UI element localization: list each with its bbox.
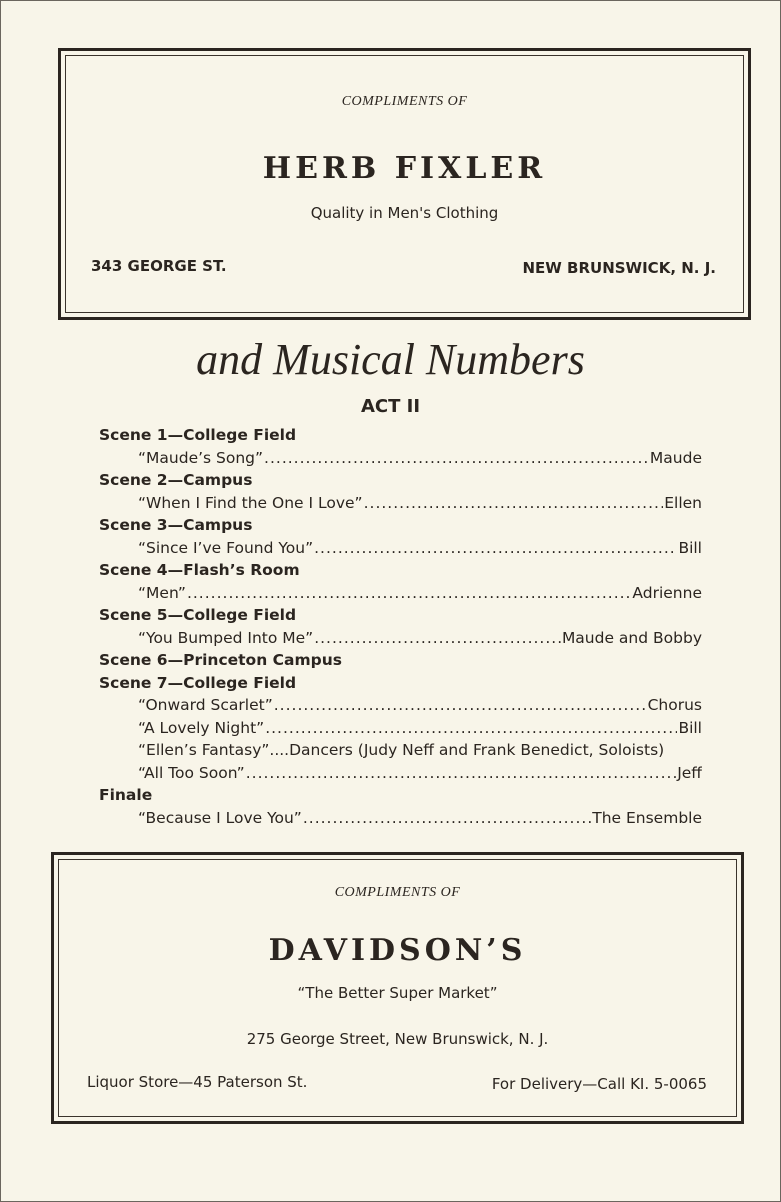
ad-address-left: 343 GEORGE ST. [91, 257, 227, 275]
scene-heading [99, 649, 702, 672]
song-performer: Jeff [677, 763, 702, 782]
song-row [99, 807, 702, 830]
scene-label: Scene 3 [99, 516, 168, 534]
scene-heading [99, 672, 702, 695]
song-row [99, 717, 702, 740]
ad-store-name: HERB FIXLER [262, 151, 547, 186]
dot-leader [265, 717, 677, 740]
song-row [99, 694, 702, 717]
scene-location: —Princeton Campus [167, 651, 342, 669]
ad-liquor-store: Liquor Store—45 Paterson St. [87, 1073, 308, 1091]
scene-label: Scene 7 [99, 673, 168, 692]
scene-heading [99, 559, 702, 582]
song-row [99, 537, 702, 560]
song-row [99, 627, 702, 650]
scene-label: Scene 5 [99, 606, 168, 624]
ad-tagline: “The Better Super Market” [297, 984, 498, 1002]
song-row [99, 762, 702, 785]
song-performer: Maude and Bobby [561, 628, 702, 647]
scene-location: —Flash’s Room [167, 561, 300, 579]
song-title: “Maude’s Song” [138, 448, 264, 467]
song-performer: Ellen [664, 493, 702, 512]
ad-tagline: Quality in Men's Clothing [310, 204, 499, 222]
song-title: “Since I’ve Found You” [138, 538, 314, 557]
song-title: “All Too Soon” [138, 763, 245, 782]
ad-compliments-label: COMPLIMENTS OF [341, 94, 468, 109]
song-row [99, 739, 702, 762]
scene-location: —College Field [167, 606, 297, 624]
dot-leader [364, 492, 664, 515]
ad-herb-fixler [58, 48, 751, 320]
section-heading: and Musical Numbers [196, 335, 585, 384]
ad-store-name: DAVIDSON’S [268, 933, 527, 968]
program-list [99, 424, 702, 829]
scene-label: Scene 4 [99, 561, 168, 579]
song-title: “When I Find the One I Love” [138, 493, 363, 512]
song-performer: Bill [678, 538, 702, 557]
scene-location: —College Field [167, 426, 297, 444]
song-performer: The Ensemble [592, 808, 702, 827]
ad-compliments-label: COMPLIMENTS OF [334, 885, 461, 900]
song-title: “Onward Scarlet” [138, 696, 273, 714]
ad-delivery: For Delivery—Call KI. 5-0065 [491, 1075, 707, 1093]
scene-location: —College Field [167, 673, 297, 692]
dot-leader [246, 762, 676, 785]
scene-label: Scene 6 [99, 651, 168, 669]
ad-address-right: NEW BRUNSWICK, N. J. [522, 259, 716, 277]
dot-leader [274, 694, 647, 717]
scene-heading [99, 784, 702, 807]
scene-label: Finale [99, 786, 153, 804]
ad-davidsons [51, 852, 744, 1124]
song-performer: Chorus [647, 696, 702, 714]
ad-address: 275 George Street, New Brunswick, N. J. [246, 1030, 549, 1048]
song-title: “A Lovely Night” [138, 718, 265, 737]
scene-location: —Campus [167, 516, 253, 534]
dot-leader [314, 627, 561, 650]
song-row [99, 582, 702, 605]
song-performer: Maude [649, 448, 702, 467]
scene-heading [99, 424, 702, 447]
act-title: ACT II [360, 396, 421, 417]
scene-heading [99, 604, 702, 627]
song-title: “Because I Love You” [138, 808, 302, 827]
song-performer: Bill [678, 718, 702, 737]
dot-leader [187, 582, 631, 605]
song-title: “Men” [138, 583, 186, 602]
scene-heading [99, 469, 702, 492]
dot-leader [314, 537, 677, 560]
dot-leader [264, 447, 649, 470]
dot-leader [303, 807, 591, 830]
scene-label: Scene 2 [99, 471, 168, 489]
song-row [99, 447, 702, 470]
scene-label: Scene 1 [99, 426, 168, 444]
song-title: “You Bumped Into Me” [138, 628, 314, 647]
song-row [99, 492, 702, 515]
song-performer: Adrienne [632, 583, 702, 602]
scene-location: —Campus [167, 471, 253, 489]
scene-heading [99, 514, 702, 537]
song-title: “Ellen’s Fantasy”....Dancers (Judy Neff and Frank Benedict, Soloists) [138, 741, 665, 759]
